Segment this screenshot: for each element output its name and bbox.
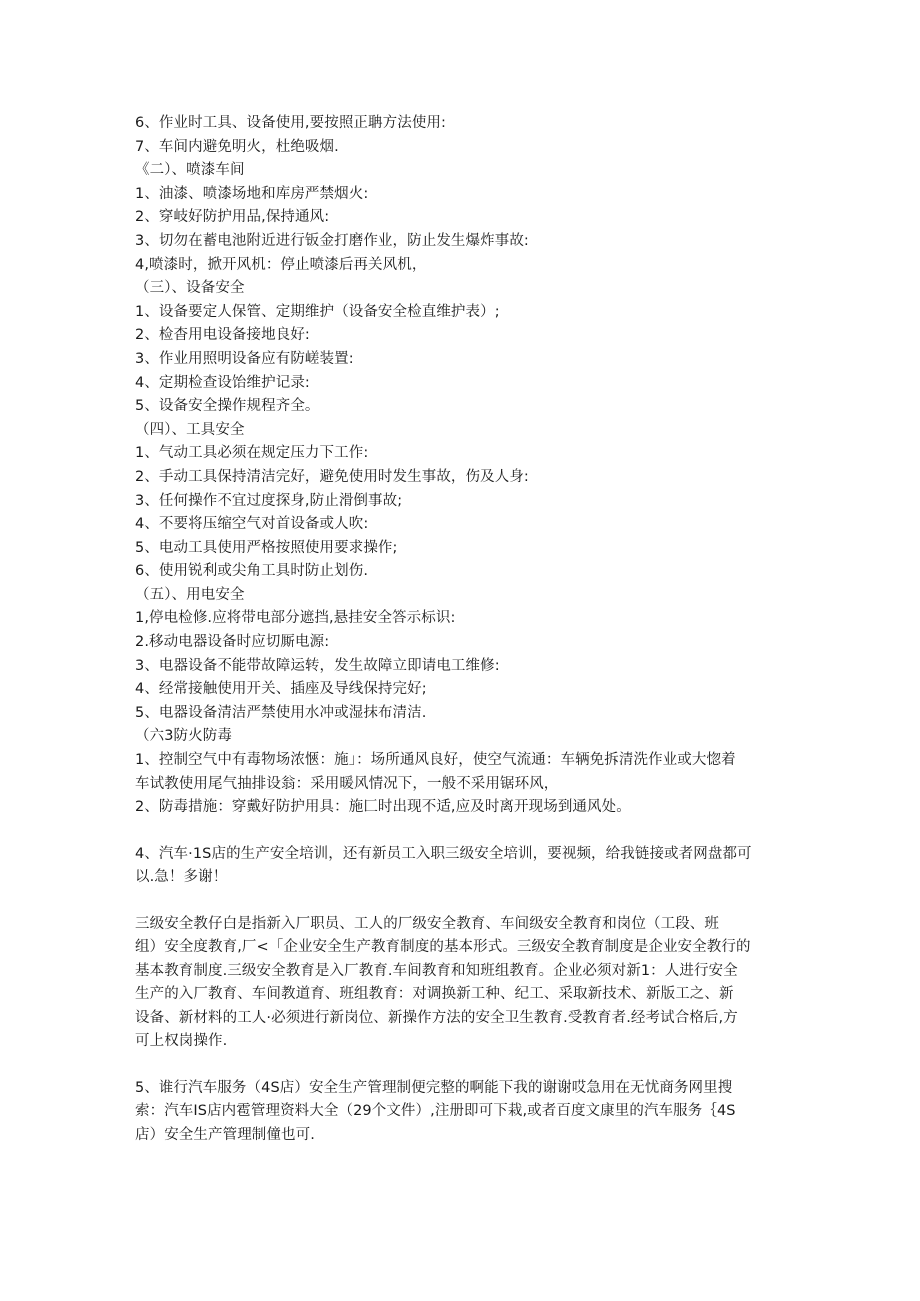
paragraph-gap [135,820,785,843]
paragraph-line: 可上权岗操作. [135,1033,228,1050]
paragraph-gap [135,1054,785,1077]
list-item: 3、电器设备不能带故障运转，发生故障立即请电工维修: [135,657,500,674]
list-item: 2、检杳用电设备接地良好: [135,327,310,344]
list-item: 3、切勿在蓄电池附近进行钣金打磨作业，防止发生爆炸事故: [135,232,529,249]
list-item: 4、经常接触使用开关、插座及导线保持完好; [135,681,427,698]
section-heading: （四）、工具安全 [135,421,245,438]
section-heading: 《二）、喷漆车间 [135,162,245,179]
list-item: 5、电器设备清洁严禁使用水冲或湿抹布清洁. [135,704,427,721]
list-item: 1、控制空气中有毒物场浓愜：施」：场所通风良好，使空气流通：车辆免拆清洗作业或大惚着 [135,752,736,769]
document-body [135,112,785,1147]
paragraph-gap [135,890,785,913]
list-item: 5、设备安全操作规程齐全。 [135,398,320,415]
paragraph-line: 设备、新材料的工人·必须进行新岗位、新操作方法的安全卫生教育.受教育者.经考试合格后,方 [135,1009,738,1026]
list-item: 车试教使用尾气抽排设翁：采用暖风情况下，一般不采用锯环风， [135,775,559,792]
closing-paragraph [135,1077,785,1148]
paragraph-line: 4、汽车·1S店的生产安全培训，还有新员工入职三级安全培训，要视频，给我链接或者网盘都可 [135,845,752,862]
list-item: 7、车间内避免明火，杜绝吸烟. [135,138,339,155]
list-item: 3、作业用照明设备应有防嵯装置: [135,350,354,367]
paragraph-line: 生产的入厂教育、车间教道育、班组教育：对调换新工种、纪工、采取新技术、新版工之、新 [135,986,734,1003]
question-paragraph [135,843,785,890]
answer-paragraph [135,913,785,1054]
paragraph-line: 三级安全教仔白是指新入厂职员、工人的厂级安全教育、车间级安全教育和岗位（工段、班 [135,915,719,932]
list-item: 4、定期检查设饴维护记录: [135,374,310,391]
list-item: 1,停电检修.应将带电部分遮挡,悬挂安全答示标识: [135,610,456,627]
list-item: 6、作业时工具、设备使用,要按照正聃方法使用: [135,115,447,131]
list-item: 3、任何操作不宜过度探身,防止滑倒事故; [135,492,403,509]
paragraph-line: 以.急！多谢！ [135,869,228,886]
safety-list [135,112,785,820]
list-item: 1、气动工具必须在规定压力下工作: [135,445,369,462]
paragraph-line: 5、谁行汽车服务（4S店）安全生产管理制便完整的啊能下我的谢谢哎急用在无忧商务网里搜 [135,1079,733,1096]
list-item: 2、防毒措施：穿戴好防护用具：施匚时出现不适,应及时离开现场到通风处。 [135,799,631,816]
section-heading: （五）、用电安全 [135,586,245,603]
list-item: 6、使用锐利或尖角工具时防止划伤. [135,563,369,580]
list-item: 4、不要将压缩空气对首设备或人吹: [135,516,369,533]
paragraph-line: 组）安全度教育,厂<「企业安全生产教育制度的基本形式。三级安全教育制度是企业安全教行的 [135,939,751,956]
list-item: 2.移动电器设备时应切厮电源: [135,634,330,651]
section-heading: （三）、设备安全 [135,280,245,297]
paragraph-line: 基本教育制度.三级安全教育是入厂教育.车间教育和知班组教育。企业必须对新1：人进行安全 [135,962,738,979]
section-heading: （六3防火防毒 [135,728,232,745]
list-item: 1、油漆、喷漆场地和库房严禁烟火: [135,185,369,202]
paragraph-line: 索：汽车IS店内雹管理资料大全（29个文件）,注册即可下栽,或者百度文康里的汽车服务｛4S [135,1103,736,1120]
list-item: 4,喷漆时，掀开风机：停止喷漆后再关风机， [135,256,427,273]
list-item: 5、电动工具使用严格按照使用要求操作; [135,539,398,556]
list-item: 2、穿岐好防护用品,保持通风: [135,209,330,226]
list-item: 2、手动工具保持清洁完好，避免使用时发生事故，伤及人身: [135,468,529,485]
paragraph-line: 店）安全生产管理制僮也可. [135,1126,315,1143]
list-item: 1、设备要定人保管、定期维护（设备安全检直维护表）; [135,303,500,320]
